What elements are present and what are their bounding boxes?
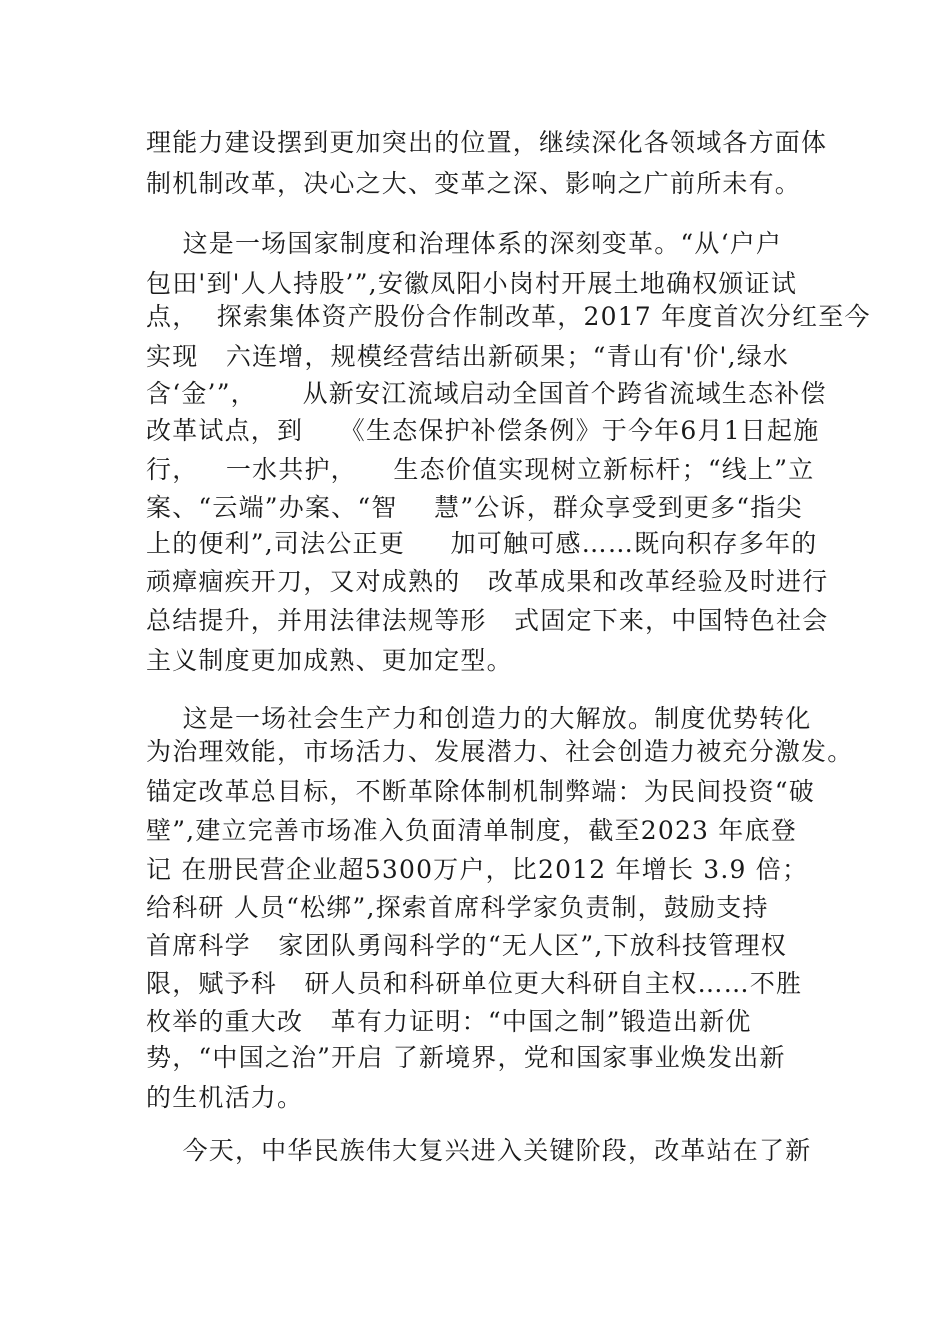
paragraph-3-line-9: 枚举的重大改 革有力证明：“中国之制”锻造出新优 bbox=[146, 1007, 752, 1036]
paragraph-2-line-1: 这是一场国家制度和治理体系的深刻变革。“从‘户户 bbox=[146, 229, 783, 258]
paragraph-3-line-11: 的生机活力。 bbox=[146, 1083, 304, 1112]
paragraph-2-line-12: 主义制度更加成熟、更加定型。 bbox=[146, 646, 513, 675]
paragraph-2-line-7: 行， 一水共护， 生态价值实现树立新标杆；“线上”立 bbox=[146, 455, 815, 484]
paragraph-3-line-3: 锚定改革总目标，不断革除体制机制弊端：为民间投资“破 bbox=[146, 777, 815, 806]
paragraph-3-line-2: 为治理效能，市场活力、发展潜力、社会创造力被充分激发。 bbox=[146, 737, 854, 766]
paragraph-3-line-7: 首席科学 家团队勇闯科学的“无人区”,下放科技管理权 bbox=[146, 931, 787, 960]
paragraph-4-line-1: 今天，中华民族伟大复兴进入关键阶段，改革站在了新 bbox=[146, 1136, 812, 1165]
paragraph-2-line-11: 总结提升，并用法律法规等形 式固定下来，中国特色社会 bbox=[146, 606, 829, 635]
paragraph-2-line-3: 点， 探索集体资产股份合作制改革，2017 年度首次分红至今 bbox=[146, 302, 871, 331]
paragraph-3-line-5: 记 在册民营企业超5300万户，比2012 年增长 3.9 倍； bbox=[146, 855, 809, 884]
paragraph-2-line-5: 含‘金’”， 从新安江流域启动全国首个跨省流域生态补偿 bbox=[146, 379, 827, 408]
paragraph-2-line-9: 上的便利”,司法公正更 加可触可感……既向积存多年的 bbox=[146, 529, 818, 558]
paragraph-2-line-2: 包田'到'人人持股’”,安徽凤阳小岗村开展土地确权颁证试 bbox=[146, 269, 798, 298]
paragraph-3-line-6: 给科研 人员“松绑”,探索首席科学家负责制，鼓励支持 bbox=[146, 893, 769, 922]
paragraph-3-line-8: 限，赋予科 研人员和科研单位更大科研自主权……不胜 bbox=[146, 969, 803, 998]
paragraph-2-line-4: 实现 六连增，规模经营结出新硕果；“青山有'价',绿水 bbox=[146, 342, 790, 371]
paragraph-3-line-10: 势，“中国之治”开启 了新境界，党和国家事业焕发出新 bbox=[146, 1043, 786, 1072]
paragraph-3-line-4: 壁”,建立完善市场准入负面清单制度，截至2023 年底登 bbox=[146, 816, 797, 845]
paragraph-3-line-1: 这是一场社会生产力和创造力的大解放。制度优势转化 bbox=[146, 704, 812, 733]
paragraph-2-line-10: 顽瘴痼疾开刀，又对成熟的 改革成果和改革经验及时进行 bbox=[146, 567, 829, 596]
paragraph-2-line-6: 改革试点，到 《生态保护补偿条例》于今年6月1日起施 bbox=[146, 416, 820, 445]
paragraph-1-line-2: 制机制改革，决心之大、变革之深、影响之广前所未有。 bbox=[146, 169, 802, 198]
paragraph-2-line-8: 案、“云端”办案、“智 慧”公诉，群众享受到更多“指尖 bbox=[146, 493, 803, 522]
paragraph-1-line-1: 理能力建设摆到更加突出的位置，继续深化各领域各方面体 bbox=[146, 128, 828, 157]
